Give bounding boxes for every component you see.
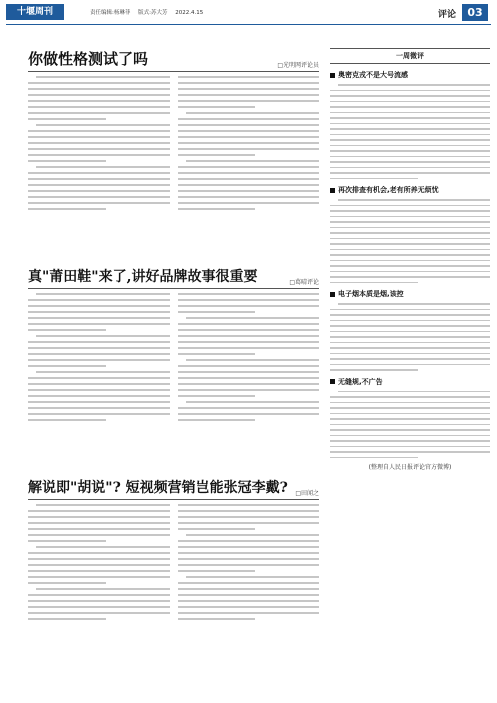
sidebar-item-title: 再次排查有机会,老有所养无烦忧 [338, 186, 439, 194]
sidebar-item [330, 289, 490, 371]
sidebar-item [330, 185, 490, 283]
sidebar-item-body [330, 391, 490, 459]
article-header [28, 266, 319, 289]
sidebar-item-title: 无缝规,不广告 [338, 377, 383, 386]
article-body-column [28, 76, 170, 256]
article-byline: □田闻之 [295, 490, 319, 497]
article-byline: □光明网评论员 [277, 62, 319, 69]
article-putian-shoes [28, 266, 319, 471]
article-body-column [28, 504, 170, 664]
issue-date: 2022.4.15 [175, 10, 204, 16]
newspaper-brand: 十堰周刊 [6, 4, 64, 20]
page-meta [90, 8, 209, 16]
article-header [28, 48, 319, 72]
bullet-square-icon [330, 188, 335, 193]
editor-credit: 责任编辑:杨琳菲 [90, 10, 131, 16]
article-body-column [178, 293, 320, 471]
article-body-column [28, 293, 170, 471]
bullet-square-icon [330, 379, 335, 384]
article-header [28, 477, 319, 500]
article-title: 真"莆田鞋"来了,讲好品牌故事很重要 [28, 269, 258, 285]
main-column [28, 48, 319, 664]
article-personality-test [28, 48, 319, 256]
article-title: 你做性格测试了吗 [28, 50, 149, 68]
sidebar-item-title: 奥密克戎不是大号流感 [338, 71, 408, 79]
section-name: 评论 [438, 10, 457, 20]
sidebar-item-title: 电子烟本质是烟,该控 [338, 290, 404, 298]
sidebar-item-body [330, 199, 490, 283]
masthead [0, 0, 497, 26]
sidebar-item [330, 377, 490, 459]
masthead-divider [6, 24, 491, 25]
article-short-video [28, 477, 319, 664]
article-body-column [178, 76, 320, 256]
sidebar-item-body [330, 84, 490, 179]
page-number: 03 [462, 4, 488, 21]
article-body-column [178, 504, 320, 664]
article-title: 解说即"胡说"? 短视频营销岂能张冠李戴? [28, 480, 288, 496]
sidebar-source-note: (整理自人民日报评论官方微博) [368, 464, 452, 471]
sidebar-item [330, 70, 490, 179]
bullet-square-icon [330, 292, 335, 297]
sidebar-header: 一周微评 [330, 48, 490, 64]
weekly-comments-sidebar [330, 48, 490, 471]
sidebar-item-body [330, 303, 490, 371]
article-byline: □葛晴评论 [289, 279, 319, 286]
designer-credit: 版式:苏大芳 [138, 10, 168, 16]
bullet-square-icon [330, 73, 335, 78]
